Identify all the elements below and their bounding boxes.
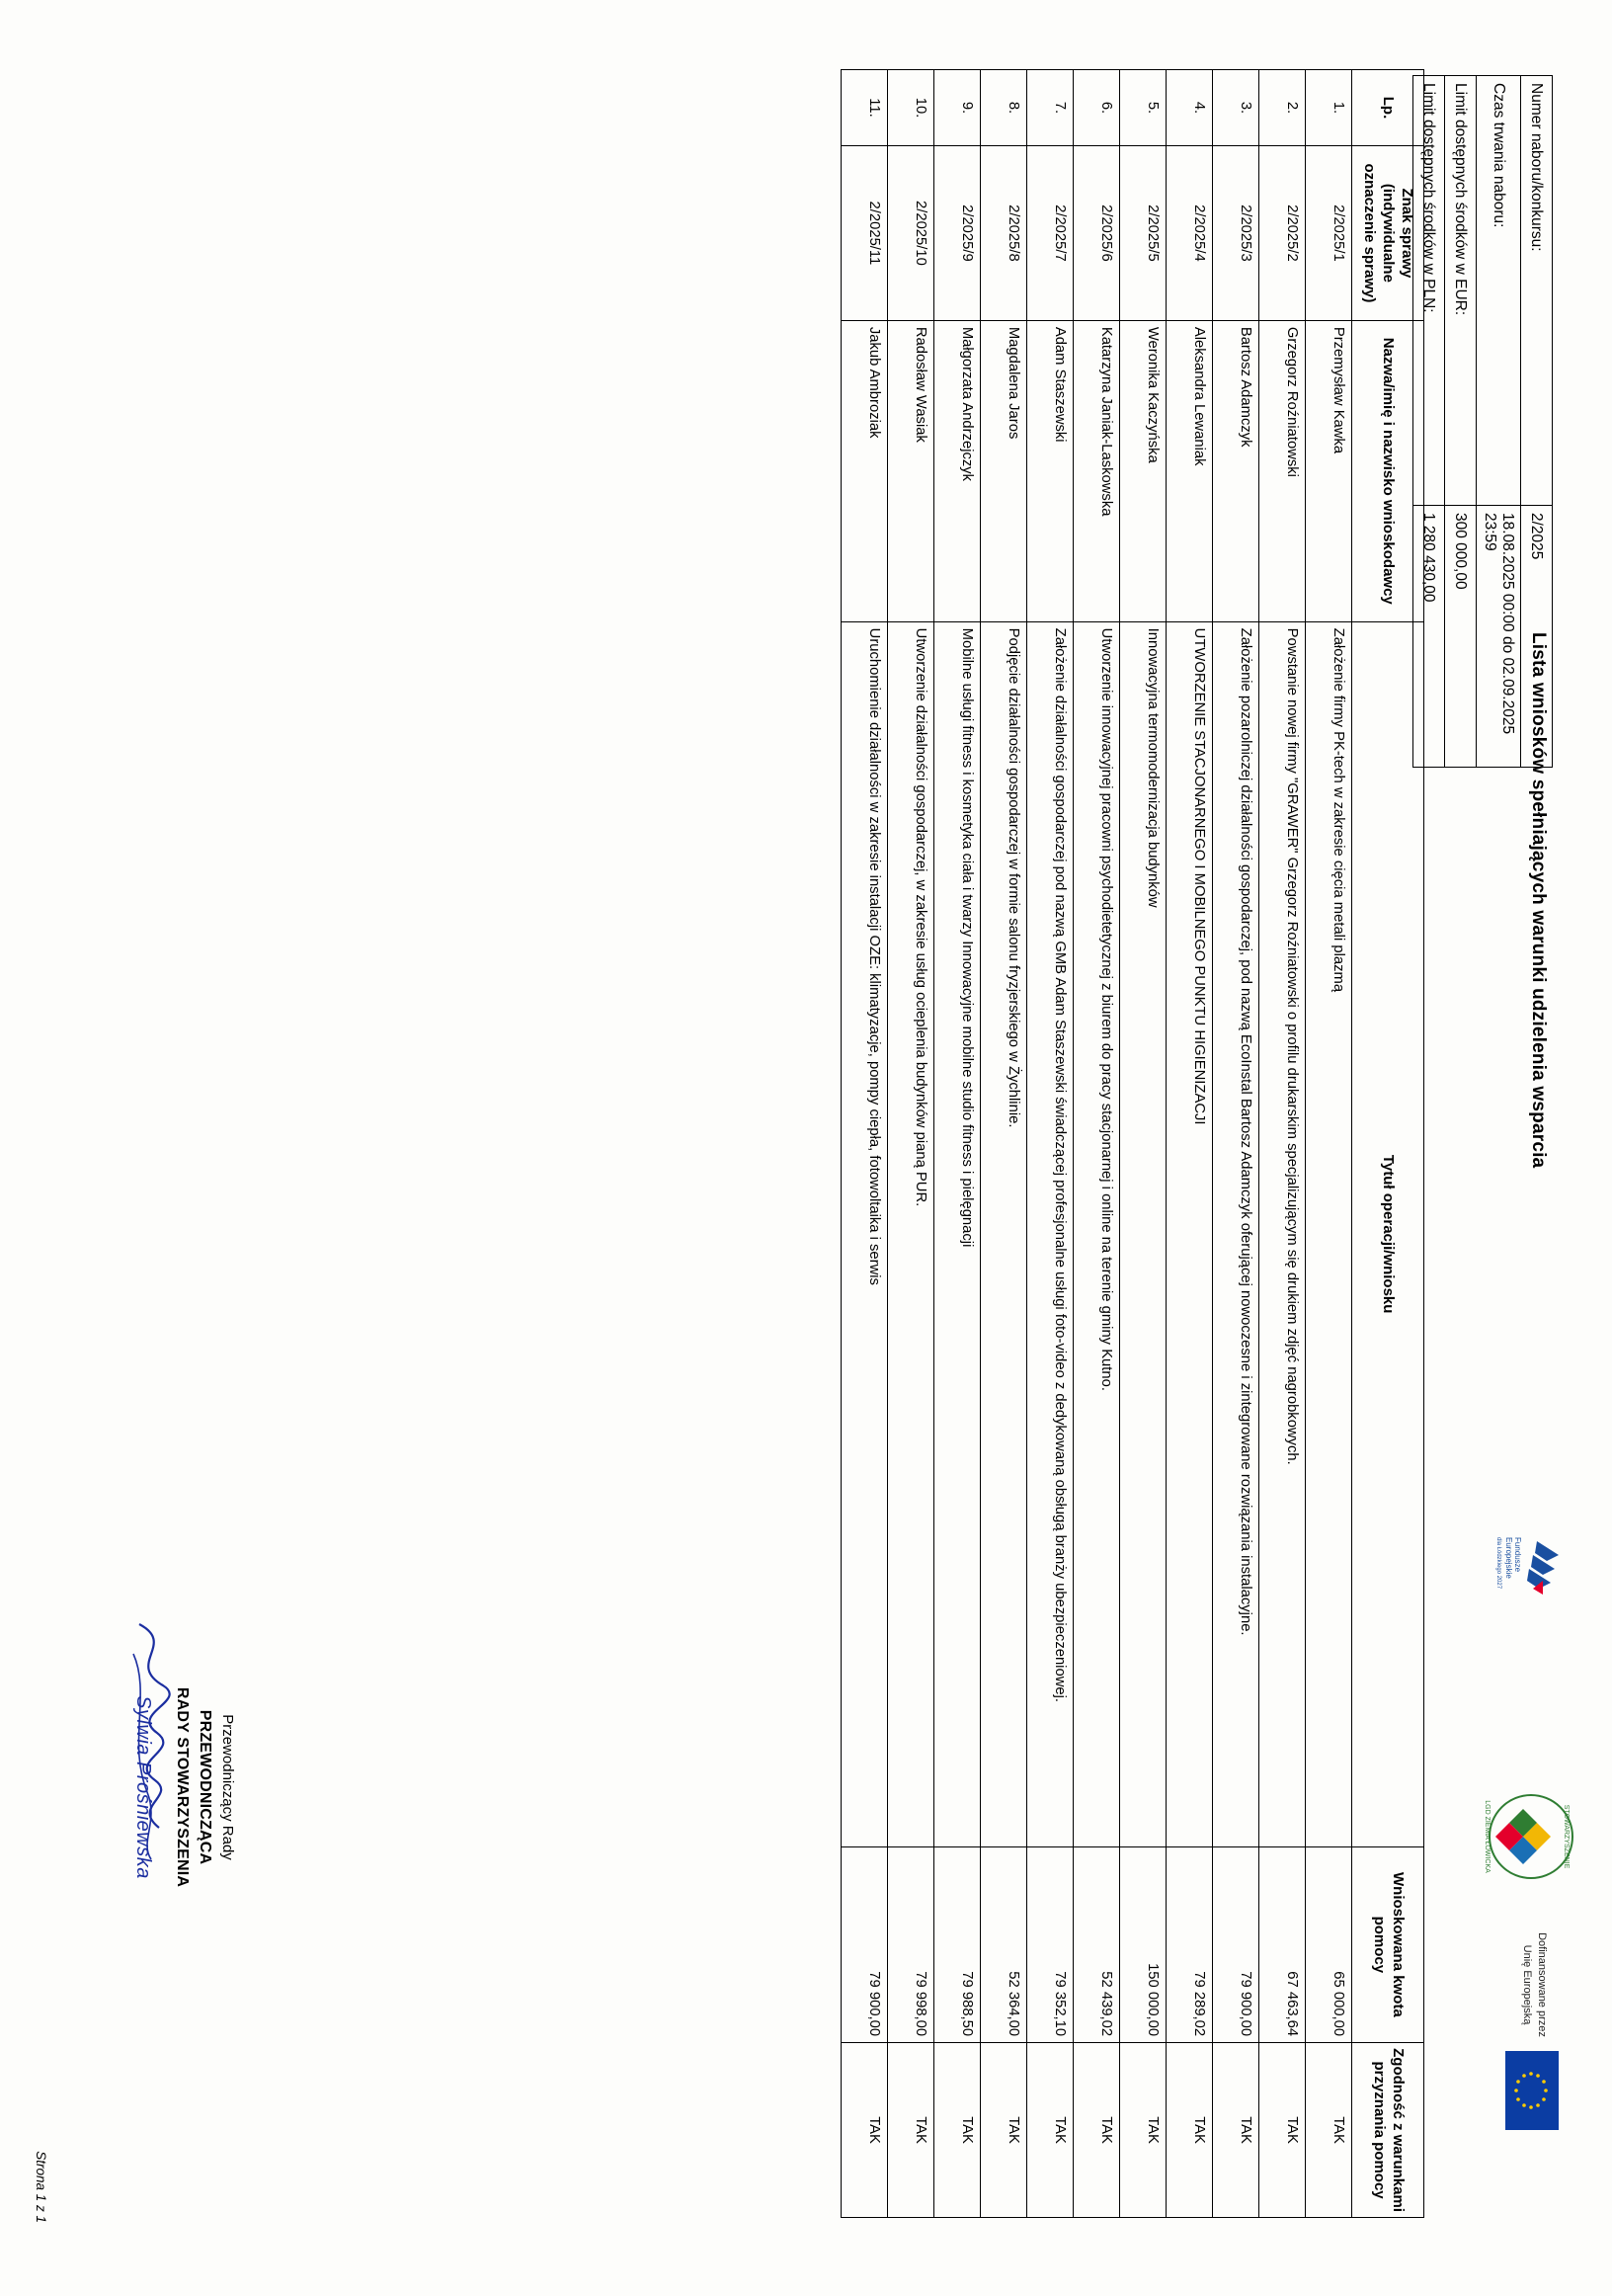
meta-row [1477,76,1521,1132]
cofinancing-label: Dofinansowane przez Unię Europejską [1521,1932,1548,2037]
cell-zgodnosc: TAK [1212,2043,1258,2218]
signature-role: Przewodniczący Rady [219,1714,237,1860]
cell-lp: 3. [1212,70,1258,146]
table-row [1166,70,1212,2218]
meta-label: Limit dostępnych środków w EUR: [1445,76,1477,506]
signature-block [95,1575,238,2000]
cell-kwota: 79 352,10 [1026,1846,1073,2043]
meta-value: 18.08.2025 00:00 do 02.09.2025 23:59 [1477,506,1521,768]
cell-nazwa: Przemysław Kawka [1305,320,1351,621]
cell-lp: 8. [980,70,1026,146]
cell-lp: 7. [1026,70,1073,146]
table-row [1119,70,1166,2218]
cell-nazwa: Bartosz Adamczyk [1212,320,1258,621]
cell-znak: 2/2025/1 [1305,146,1351,321]
column-header-kwota: Wnioskowana kwota pomocy [1351,1846,1423,2043]
cell-lp: 11. [841,70,887,146]
cell-zgodnosc: TAK [980,2043,1026,2218]
cell-kwota: 52 364,00 [980,1846,1026,2043]
column-header-znak: Znak sprawy (indywidualne oznaczenie sprawy) [1351,146,1423,321]
cell-tytul: Utworzenie działalności gospodarczej, w zakresie usług ocieplenia budynków pianą PUR. [887,621,933,1846]
cell-zgodnosc: TAK [1258,2043,1305,2218]
table-header-row [1351,70,1423,2218]
cell-tytul: Założenie pozarolniczej działalności gospodarczej, pod nazwą EcoInstal Bartosz Adamczyk oferującej nowoczesne i zintegrowane rozwiązania instalacyjne. [1212,621,1258,1846]
cell-tytul: Uruchomienie działalności w zakresie instalacji OZE: klimatyzacje, pompy ciepła, fotowoltaika i serwis [841,621,887,1846]
cell-znak: 2/2025/8 [980,146,1026,321]
cell-zgodnosc: TAK [1073,2043,1119,2218]
cell-zgodnosc: TAK [933,2043,980,2218]
cell-kwota: 52 439,02 [1073,1846,1119,2043]
cell-kwota: 79 988,50 [933,1846,980,2043]
cell-zgodnosc: TAK [1119,2043,1166,2218]
cell-nazwa: Magdalena Jaros [980,320,1026,621]
cell-znak: 2/2025/9 [933,146,980,321]
cell-zgodnosc: TAK [1166,2043,1212,2218]
cell-tytul: Mobilne usługi fitness i kosmetyka ciała i twarzy Innowacyjne mobilne studio fitness i pielęgnacji [933,621,980,1846]
cell-znak: 2/2025/6 [1073,146,1119,321]
table-row [1258,70,1305,2218]
cell-nazwa: Adam Staszewski [1026,320,1073,621]
meta-label: Czas trwania naboru: [1477,76,1521,506]
table-row [1073,70,1119,2218]
svg-text:Europejskie: Europejskie [1504,1537,1513,1579]
cell-nazwa: Katarzyna Janiak-Laskowska [1073,320,1119,621]
signature-title-line2: RADY STOWARZYSZENIA [174,1686,192,1888]
logo-bar [1464,1535,1582,2148]
meta-row [1445,76,1477,1132]
meta-label: Limit dostępnych środków w PLN: [1413,76,1445,506]
fundusze-europejskie-logo [1487,1535,1576,1654]
cell-znak: 2/2025/4 [1166,146,1212,321]
table-row [933,70,980,2218]
table-row [1026,70,1073,2218]
cell-kwota: 150 000,00 [1119,1846,1166,2043]
table-row [841,70,887,2218]
cell-nazwa: Małgorzata Andrzejczyk [933,320,980,621]
cell-znak: 2/2025/3 [1212,146,1258,321]
lgd-ziemia-lowicka-logo [1477,1777,1580,1896]
cell-zgodnosc: TAK [1026,2043,1073,2218]
cell-zgodnosc: TAK [841,2043,887,2218]
cell-tytul: Powstanie nowej firmy "GRAWER" Grzegorz Roźniatowski o profilu drukarskim specjalizującym się drukiem zdjęć nagrobkowych. [1258,621,1305,1846]
cell-lp: 5. [1119,70,1166,146]
cell-kwota: 79 998,00 [887,1846,933,2043]
cell-nazwa: Radosław Wasiak [887,320,933,621]
page-number: Strona 1 z 1 [34,2151,48,2223]
cell-tytul: Podjęcie działalności gospodarczej w formie salonu fryzjerskiego w Żychlinie. [980,621,1026,1846]
meta-spacer [1445,768,1477,1132]
signature-title-line1: PRZEWODNICZĄCA [197,1709,214,1865]
cell-kwota: 79 289,02 [1166,1846,1212,2043]
column-header-lp: Lp. [1351,70,1423,146]
svg-text:STOWARZYSZENIE: STOWARZYSZENIE [1563,1804,1570,1869]
column-header-nazwa: Nazwa/imię i nazwisko wnioskodawcy [1351,320,1423,621]
meta-value: 300 000,00 [1445,506,1477,768]
cell-tytul: Utworzenie innowacyjnej pracowni psychodietetycznej z biurem do pracy stacjonarnej i online na terenie gminy Kutno. [1073,621,1119,1846]
cell-tytul: Założenie działalności gospodarczej pod nazwą GMB Adam Staszewski świadczącej profesjonalne usługi foto-video z dedykowaną obsługą branży ubezpieczeniowej. [1026,621,1073,1846]
cell-tytul: Założenie firmy PK-tech w zakresie cięcia metali plazmą [1305,621,1351,1846]
cell-kwota: 67 463,64 [1258,1846,1305,2043]
cell-nazwa: Aleksandra Lewaniak [1166,320,1212,621]
cell-lp: 6. [1073,70,1119,146]
cell-lp: 1. [1305,70,1351,146]
table-row [1212,70,1258,2218]
cell-nazwa: Jakub Ambroziak [841,320,887,621]
svg-text:Fundusze: Fundusze [1513,1537,1522,1573]
cell-znak: 2/2025/11 [841,146,887,321]
table-row [1305,70,1351,2218]
cell-kwota: 79 900,00 [841,1846,887,2043]
cell-tytul: UTWORZENIE STACJONARNEGO I MOBILNEGO PUNKTU HIGIENIZACJI [1166,621,1212,1846]
meta-label: Numer naboru/konkursu: [1521,76,1553,506]
cell-zgodnosc: TAK [1305,2043,1351,2218]
column-header-zgodnosc: Zgodność z warunkami przyznania pomocy [1351,2043,1423,2218]
cell-znak: 2/2025/7 [1026,146,1073,321]
svg-text:dla Łódzkiego 2027: dla Łódzkiego 2027 [1495,1537,1501,1590]
cell-lp: 2. [1258,70,1305,146]
meta-value: 2/2025 [1521,506,1553,768]
cell-kwota: 65 000,00 [1305,1846,1351,2043]
column-header-tytul: Tytuł operacji/wniosku [1351,621,1423,1846]
table-row [980,70,1026,2218]
cell-zgodnosc: TAK [887,2043,933,2218]
cell-znak: 2/2025/5 [1119,146,1166,321]
cell-kwota: 79 900,00 [1212,1846,1258,2043]
eu-flag [1505,2051,1559,2130]
signature-name: Sylwia Prośniewska [132,1695,154,1879]
cell-lp: 9. [933,70,980,146]
applications-table [841,69,1424,2218]
cell-znak: 2/2025/2 [1258,146,1305,321]
table-row [887,70,933,2218]
cell-lp: 10. [887,70,933,146]
cell-tytul: Innowacyjna termomodernizacja budynków [1119,621,1166,1846]
cell-nazwa: Weronika Kaczyńska [1119,320,1166,621]
svg-text:LGD ZIEMIA ŁOWICKA: LGD ZIEMIA ŁOWICKA [1484,1800,1491,1873]
page-title: Lista wniosków spełniających warunki udzielenia wsparcia [1528,632,1549,1169]
cell-nazwa: Grzegorz Roźniatowski [1258,320,1305,621]
cell-znak: 2/2025/10 [887,146,933,321]
cell-lp: 4. [1166,70,1212,146]
meta-value: 1 280 430,00 [1413,506,1445,768]
meta-spacer [1477,768,1521,1132]
